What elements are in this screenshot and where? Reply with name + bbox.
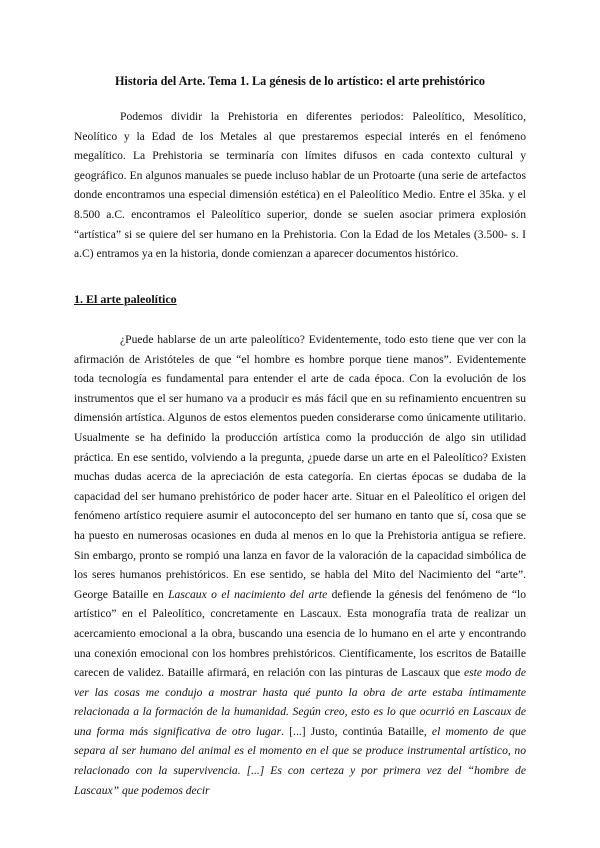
intro-paragraph: Podemos dividir la Prehistoria en diferentes periodos: Paleolítico, Mesolítico, Neolítico y la Edad de los Metales al que prestaremos especial interés en el fenómeno megalítico. La Prehistoria se terminaría con límites difusos en cada contexto cultural y geográfico. En algunos manuales se puede incluso hablar de un Protoarte (una serie de artefactos donde encontramos una especial dimensión estética) en el Paleolítico Medio. Entre el 35ka. y el 8.500 a.C. encontramos el Paleolítico superior, donde se suelen asociar primera explosión “artística” si se quiere del ser humano en la Prehistoria. Con la Edad de los Metales (3.500- s. I a.C) entramos ya en la historia, donde comienzan a aparecer documentos histórico. xyxy=(74,110,526,261)
bataille-quote: el momento de que separa al ser humano del animal es el momento en el que se produce instrumental artístico, no relacionado con la supervivencia. [...] Es con certeza y por primera vez del “hombre de Lascaux” que podemos decir xyxy=(74,724,526,797)
section-paragraph xyxy=(74,330,526,800)
section-heading: 1. El arte paleolítico xyxy=(74,292,177,306)
paragraph-text: defiende la génesis del fenómeno de “lo artístico” en el Paleolítico, concretamente en Lascaux. Esta monografía trata de realizar un acercamiento emocional a la obra, buscando una esencia de lo humano en el arte y encontrando una conexión emocional con los hombres prehistóricos. Científicamente, los escritos de Bataille carecen de validez. Bataille afirmará, en relación con las pinturas de Lascaux que xyxy=(74,587,526,680)
paragraph-text: ¿Puede hablarse de un arte paleolítico? Evidentemente, todo esto tiene que ver con la afirmación de Aristóteles de que “el hombre es hombre porque tiene manos”. Evidentemente toda tecnología es fundamental para entender el arte de cada época. Con la evolución de los instrumentos que el ser humano va a producir es más fácil que en su refinamiento encuentren su dimensión artística. Algunos de estos elementos pueden considerarse como únicamente utilitario. Usualmente se ha definido la producción artística como la producción de algo sin utilidad práctica. En ese sentido, volviendo a la pregunta, ¿puede darse un arte en el Paleolítico? Existen muchas dudas acerca de la apreciación de esta categoría. En ciertas épocas se dudaba de la capacidad del ser humano prehistórico de poder hacer arte. Situar en el Paleolítico el origen del fenómeno artístico requiere asumir el autoconcepto del ser humano en tanto que sí, cosa que se ha puesto en numerosas ocasiones en duda al menos en lo que la Prehistoria antigua se refiere. Sin embargo, pronto se rompió una lanza en favor de la valoración de la capacidad simbólica de los seres humanos prehistóricos. En ese sentido, se habla del Mito del Nacimiento del “arte”. George Bataille en xyxy=(74,333,526,601)
document-title: Historia del Arte. Tema 1. La génesis de lo artístico: el arte prehistórico xyxy=(114,74,486,88)
bataille-quote: este modo de ver las cosas me condujo a mostrar hasta qué punto la obra de arte estaba íntimamente relacionada a la formación de la humanidad. Según creo, esto es lo que ocurrió en Lascaux de una forma más significativa de otro lugar xyxy=(74,666,526,738)
paragraph-text: . [...] Justo, continúa Bataille, xyxy=(281,724,432,738)
book-title: Lascaux o el nacimiento del arte xyxy=(168,587,328,601)
